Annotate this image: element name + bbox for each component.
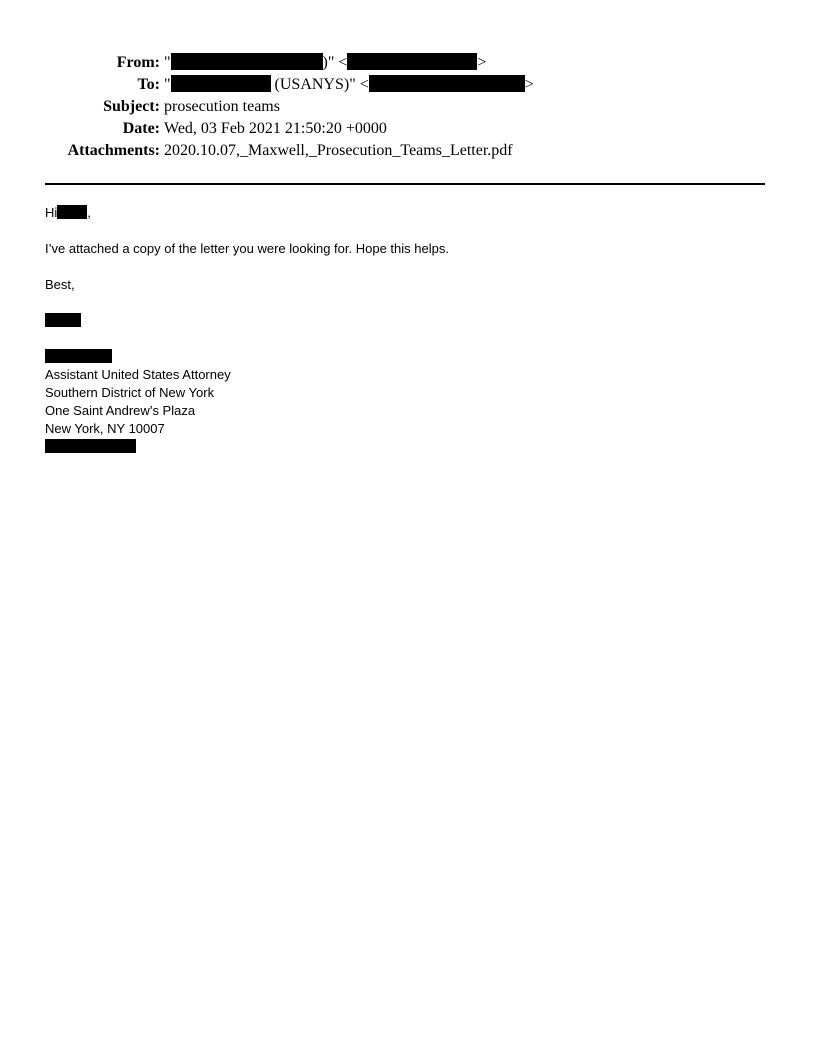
signature-title: Assistant United States Attorney [45, 367, 231, 382]
signature-office: Southern District of New York [45, 385, 215, 400]
from-row [0, 52, 816, 74]
closing: Best, [45, 277, 75, 292]
from-quote: " [164, 54, 171, 71]
signature-name-redacted [45, 348, 765, 366]
attachments-row [0, 140, 816, 162]
from-mid: )" < [322, 54, 348, 71]
date-label: Date: [122, 120, 160, 137]
redaction-box [45, 313, 81, 327]
to-mid: (USANYS)" < [270, 76, 369, 93]
to-value [164, 74, 534, 96]
attachment-filename[interactable]: 2020.10.07,_Maxwell,_Prosecution_Teams_Letter.pdf [164, 142, 513, 159]
greeting-suffix: , [87, 205, 91, 220]
greeting-prefix: Hi [45, 205, 58, 220]
greeting [45, 204, 765, 222]
sender-name-redacted [45, 312, 765, 330]
signature-phone-redacted [45, 438, 765, 456]
redaction-box [45, 439, 136, 453]
redaction-box [171, 75, 271, 92]
to-label: To: [137, 76, 160, 93]
signature-address-line1: One Saint Andrew’s Plaza [45, 403, 196, 418]
attachments-label: Attachments: [67, 142, 160, 159]
from-value [164, 52, 486, 74]
to-row [0, 74, 816, 96]
header-divider [45, 183, 765, 185]
redaction-box [45, 349, 112, 363]
redaction-box [171, 53, 323, 70]
signature-address-line2: New York, NY 10007 [45, 421, 165, 436]
redaction-box [57, 205, 87, 219]
redaction-box [347, 53, 477, 70]
to-end: > [524, 76, 534, 93]
email-header [0, 52, 816, 162]
subject-row [0, 96, 816, 118]
email-body [45, 204, 765, 456]
message-text: I’ve attached a copy of the letter you were looking for. Hope this helps. [45, 241, 449, 256]
subject-label: Subject: [103, 98, 160, 115]
redaction-box [369, 75, 525, 92]
date-value: Wed, 03 Feb 2021 21:50:20 +0000 [164, 120, 387, 137]
date-row [0, 118, 816, 140]
subject-value: prosecution teams [164, 98, 280, 115]
from-label: From: [116, 54, 160, 71]
to-quote: " [164, 76, 171, 93]
from-end: > [477, 54, 487, 71]
